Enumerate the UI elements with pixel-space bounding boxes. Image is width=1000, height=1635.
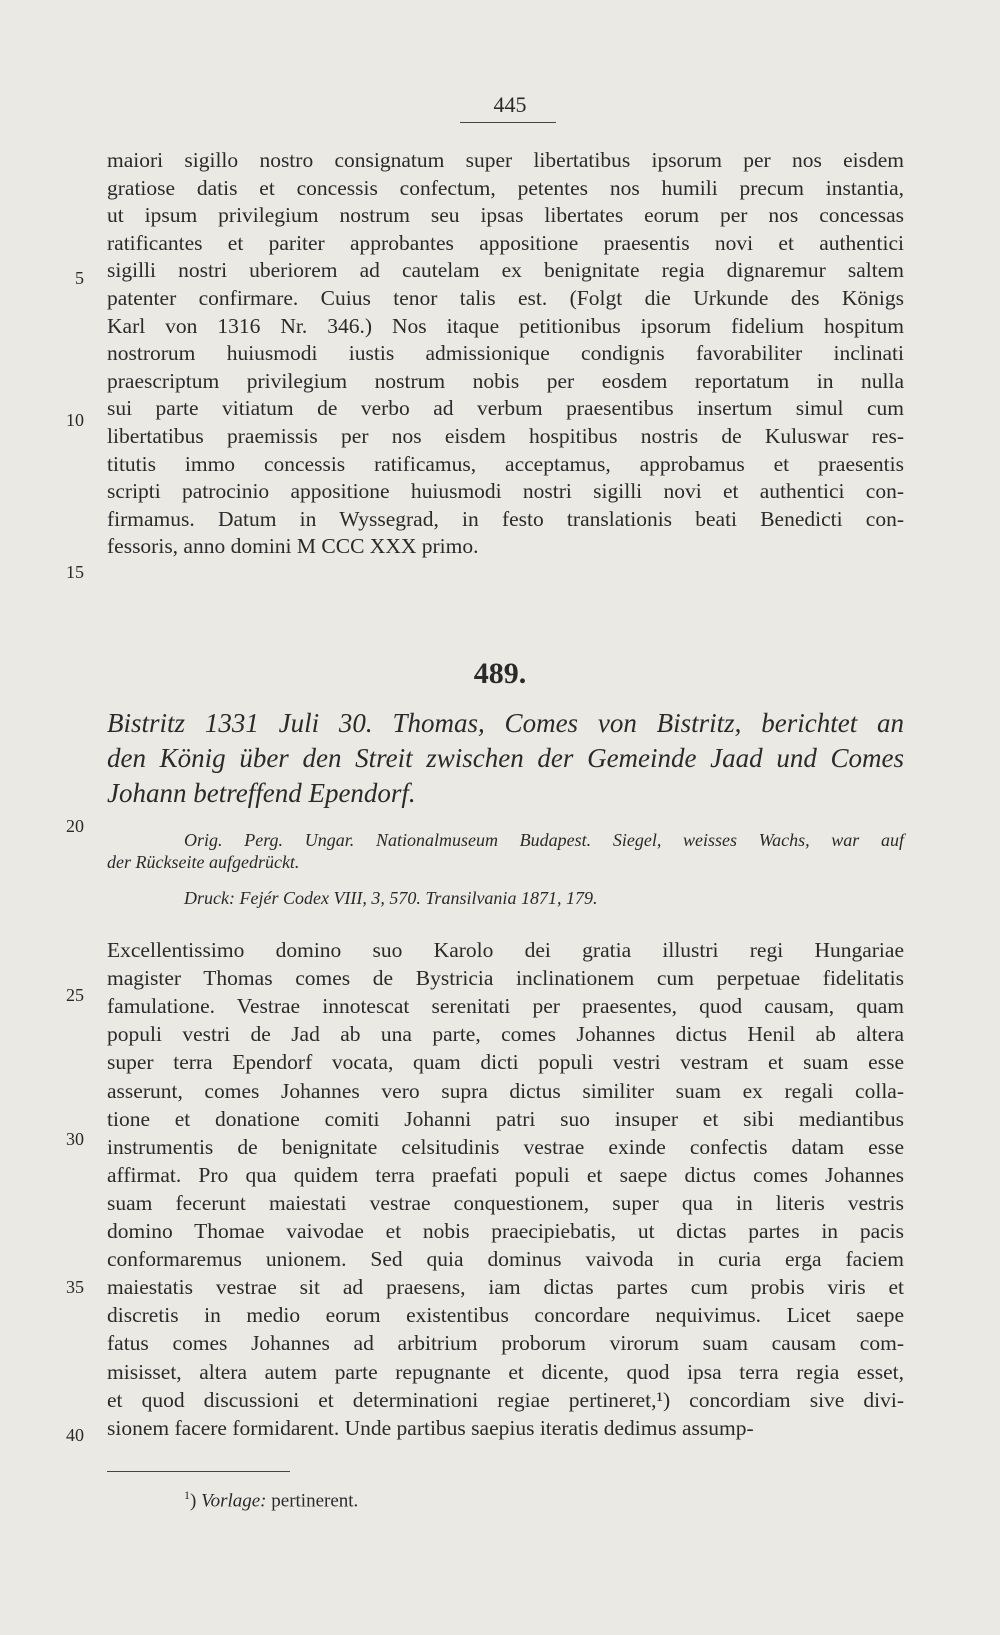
text-line: suam fecerunt maiestati vestrae conquestionem, super qua in literis vestris bbox=[107, 1190, 904, 1215]
line-number: 35 bbox=[66, 1277, 84, 1297]
text-line: nostrorum huiusmodi iustis admissionique condignis favorabiliter inclinati bbox=[107, 341, 904, 366]
text-line: populi vestri de Jad ab una parte, comes Johannes dictus Henil ab altera bbox=[107, 1022, 904, 1047]
footnote-mark: 1 bbox=[184, 1488, 190, 1502]
footnote-rule bbox=[107, 1471, 290, 1472]
page-number: 445 bbox=[493, 92, 527, 117]
text-line: fatus comes Johannes ad arbitrium proborum virorum suam causam com- bbox=[107, 1331, 904, 1356]
text-line: instrumentis de benignitate celsitudinis vestrae exinde confectis datam esse bbox=[107, 1134, 904, 1159]
text-line: sui parte vitiatum de verbo ad verbum praesentibus insertum simul cum bbox=[107, 396, 904, 421]
text-line: super terra Ependorf vocata, quam dicti populi vestri vestram et suam esse bbox=[107, 1050, 904, 1075]
text-line: fessoris, anno domini M CCC XXX primo. bbox=[107, 534, 479, 559]
text-line: magister Thomas comes de Bystricia inclinationem cum perpetuae fidelitatis bbox=[107, 966, 904, 991]
text-line: libertatibus praemissis per nos eisdem hospitibus nostris de Kuluswar res- bbox=[107, 424, 904, 448]
regest-line: den König über den Streit zwischen der Gemeinde Jaad und Comes bbox=[107, 743, 904, 773]
text-line: maiestatis vestrae sit ad praesens, iam dictas partes cum probis viris et bbox=[107, 1275, 904, 1300]
line-number: 30 bbox=[66, 1129, 84, 1149]
text-line: asserunt, comes Johannes vero supra dictus similiter suam ex regali colla- bbox=[107, 1078, 904, 1103]
line-number: 10 bbox=[66, 410, 84, 430]
line-number: 5 bbox=[75, 268, 84, 288]
text-line: Karl von 1316 Nr. 346.) Nos itaque petitionibus ipsorum fidelium hospitum bbox=[107, 313, 904, 338]
page-number-rule bbox=[460, 122, 556, 123]
text-line: praescriptum privilegium nostrum nobis per eosdem reportatum in nulla bbox=[107, 368, 904, 393]
footnote-text: pertinerent. bbox=[271, 1490, 359, 1512]
print-note: Druck: Fejér Codex VIII, 3, 570. Transilvania 1871, 179. bbox=[184, 888, 598, 908]
document-number: 489. bbox=[473, 657, 527, 690]
line-number: 15 bbox=[66, 562, 84, 582]
text-line: scripti patrocinio appositione huiusmodi nostri sigilli novi et authentici con- bbox=[107, 479, 904, 504]
text-line: affirmat. Pro qua quidem terra praefati populi et saepe dictus comes Johannes bbox=[107, 1162, 904, 1187]
regest-line: Bistritz 1331 Juli 30. Thomas, Comes von Bistritz, berichtet an bbox=[107, 708, 904, 738]
footnote: $^1$) Vorlage: pertinerent. bbox=[184, 1488, 359, 1512]
text-line: sigilli nostri uberiorem ad cautelam ex benignitate regia dignaremur saltem bbox=[107, 258, 904, 283]
text-line: famulatione. Vestrae innotescat serenitati per praesentes, quod causam, quam bbox=[107, 994, 904, 1019]
text-line: Excellentissimo domino suo Karolo dei gratia illustri regi Hungariae bbox=[107, 938, 904, 962]
regest-line: Johann betreffend Ependorf. bbox=[107, 778, 416, 808]
text-line: sionem facere formidarent. Unde partibus saepius iteratis dedimus assump- bbox=[107, 1415, 754, 1440]
line-number: 25 bbox=[66, 985, 84, 1005]
text-line: ut ipsum privilegium nostrum seu ipsas libertates eorum per nos concessas bbox=[107, 203, 904, 228]
source-note-line: Orig. Perg. Ungar. Nationalmuseum Budapest. Siegel, weisses Wachs, war auf bbox=[184, 830, 904, 850]
line-number: 20 bbox=[66, 816, 84, 836]
text-line: patenter confirmare. Cuius tenor talis est. (Folgt die Urkunde des Königs bbox=[107, 286, 904, 310]
text-line: tione et donatione comiti Johanni patri suo insuper et sibi mediantibus bbox=[107, 1106, 904, 1131]
source-note-line: der Rückseite aufgedrückt. bbox=[107, 852, 300, 872]
text-line: misisset, altera autem parte repugnante et dicente, quod ipsa terra regia esset, bbox=[107, 1359, 904, 1384]
text-line: ratificantes et pariter approbantes appositione praesentis novi et authentici bbox=[107, 230, 904, 255]
text-line: titutis immo concessis ratificamus, acceptamus, approbamus et praesentis bbox=[107, 451, 904, 476]
text-line: maiori sigillo nostro consignatum super libertatibus ipsorum per nos eisdem bbox=[107, 148, 904, 172]
text-line: gratiose datis et concessis confectum, petentes nos humili precum instantia, bbox=[107, 175, 904, 200]
text-line: firmamus. Datum in Wyssegrad, in festo translationis beati Benedicti con- bbox=[107, 506, 904, 531]
footnote-label: Vorlage: bbox=[201, 1490, 267, 1512]
text-line: conformaremus unionem. Sed quia dominus vaivoda in curia erga faciem bbox=[107, 1247, 904, 1272]
text-line: discretis in medio eorum existentibus concordare nequivimus. Licet saepe bbox=[107, 1303, 904, 1328]
text-line: domino Thomae vaivodae et nobis praecipiebatis, ut dictas partes in pacis bbox=[107, 1219, 904, 1243]
text-line: et quod discussioni et determinationi regiae pertineret,¹) concordiam sive divi- bbox=[107, 1387, 904, 1412]
line-number: 40 bbox=[66, 1425, 84, 1445]
